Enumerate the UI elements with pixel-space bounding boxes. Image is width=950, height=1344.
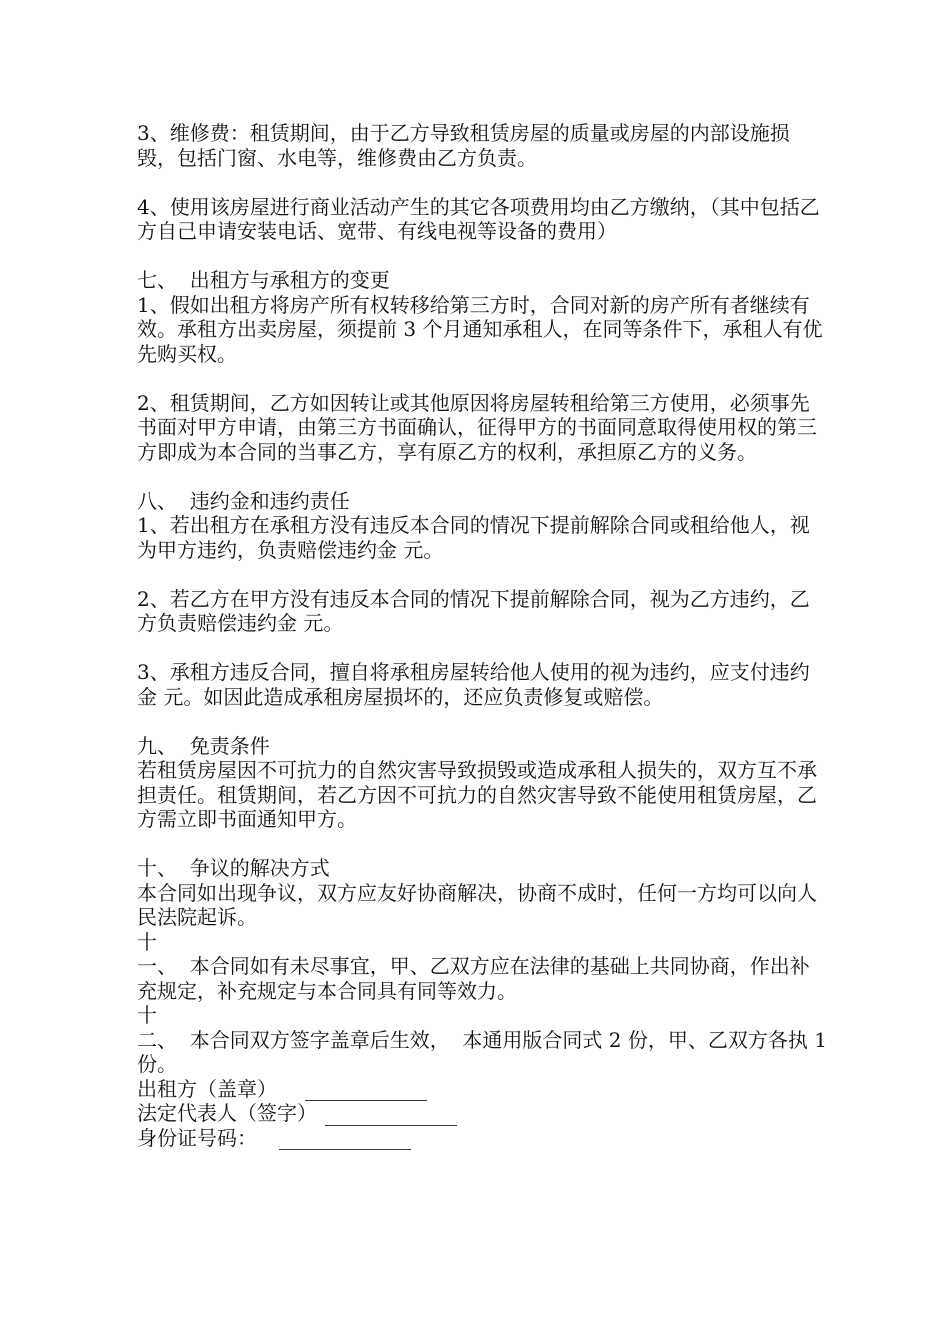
section8-clause-3: 3、承租方违反合同，擅自将承租房屋转给他人使用的视为违约，应支付违约金 元。如因此造成承租房屋损坏的，还应负责修复或赔偿。 xyxy=(137,660,810,709)
section9-clause: 若租赁房屋因不可抗力的自然灾害导致损毁或造成承租人损失的，双方互不承担责任。租赁期间，若乙方因不可抗力的自然灾害导致不能使用租赁房屋，乙方需立即书面通知甲方。 xyxy=(137,758,817,831)
lessor-seal-label: 出租方（盖章） xyxy=(137,1076,277,1101)
section12-number: 十 xyxy=(137,1003,157,1027)
id-number-row xyxy=(137,1126,827,1151)
section10-heading: 十、 争议的解决方式 xyxy=(137,856,330,880)
section9-heading: 九、 免责条件 xyxy=(137,733,270,758)
legal-rep-label: 法定代表人（签字） xyxy=(137,1101,317,1125)
lessor-signature-row xyxy=(137,1077,827,1102)
section12-clause: 二、 本合同双方签字盖章后生效， 本通用版合同式 2 份，甲、乙双方各执 1 份。 xyxy=(137,1027,834,1076)
section8-clause-2: 2、若乙方在甲方没有违反本合同的情况下提前解除合同，视为乙方违约，乙方负责赔偿违约金 元。 xyxy=(137,586,810,635)
section7-clause-2: 2、租赁期间，乙方如因转让或其他原因将房屋转租给第三方使用，必须事先书面对甲方申请，由第三方书面确认，征得甲方的书面同意取得使用权的第三方即成为本合同的当事乙方，享有原乙方的权利，承担原乙方的义务。 xyxy=(137,390,817,464)
section8-clause-1: 1、若出租方在承租方没有违反本合同的情况下提前解除合同或租给他人，视为甲方违约，负责赔偿违约金 元。 xyxy=(137,513,810,562)
section11-number: 十 xyxy=(137,929,157,954)
section11-clause: 一、 本合同如有未尽事宜，甲、乙双方应在法律的基础上共同协商，作出补充规定，补充规定与本合同具有同等效力。 xyxy=(137,954,810,1003)
id-number-line xyxy=(279,1129,411,1150)
section8-heading: 八、 违约金和违约责任 xyxy=(137,488,350,513)
section7-clause-1: 1、假如出租方将房产所有权转移给第三方时，合同对新的房产所有者继续有效。承租方出卖房屋，须提前 3 个月通知承租人，在同等条件下，承租人有优先购买权。 xyxy=(137,292,823,366)
id-number-label: 身份证号码： xyxy=(137,1125,257,1150)
legal-rep-line xyxy=(325,1105,457,1126)
section7-heading: 七、 出租方与承租方的变更 xyxy=(137,268,390,292)
repair-fee-clause: 3、维修费：租赁期间，由于乙方导致租赁房屋的质量或房屋的内部设施损毁，包括门窗、水电等，维修费由乙方负责。 xyxy=(137,121,790,170)
section10-clause: 本合同如出现争议，双方应友好协商解决，协商不成时，任何一方均可以向人民法院起诉。 xyxy=(137,880,817,929)
document-body xyxy=(137,121,834,1150)
legal-rep-signature-row xyxy=(137,1101,827,1126)
other-fees-clause: 4、使用该房屋进行商业活动产生的其它各项费用均由乙方缴纳，（其中包括乙方自己申请安装电话、宽带、有线电视等设备的费用） xyxy=(137,194,820,243)
lessor-seal-line xyxy=(305,1080,427,1101)
